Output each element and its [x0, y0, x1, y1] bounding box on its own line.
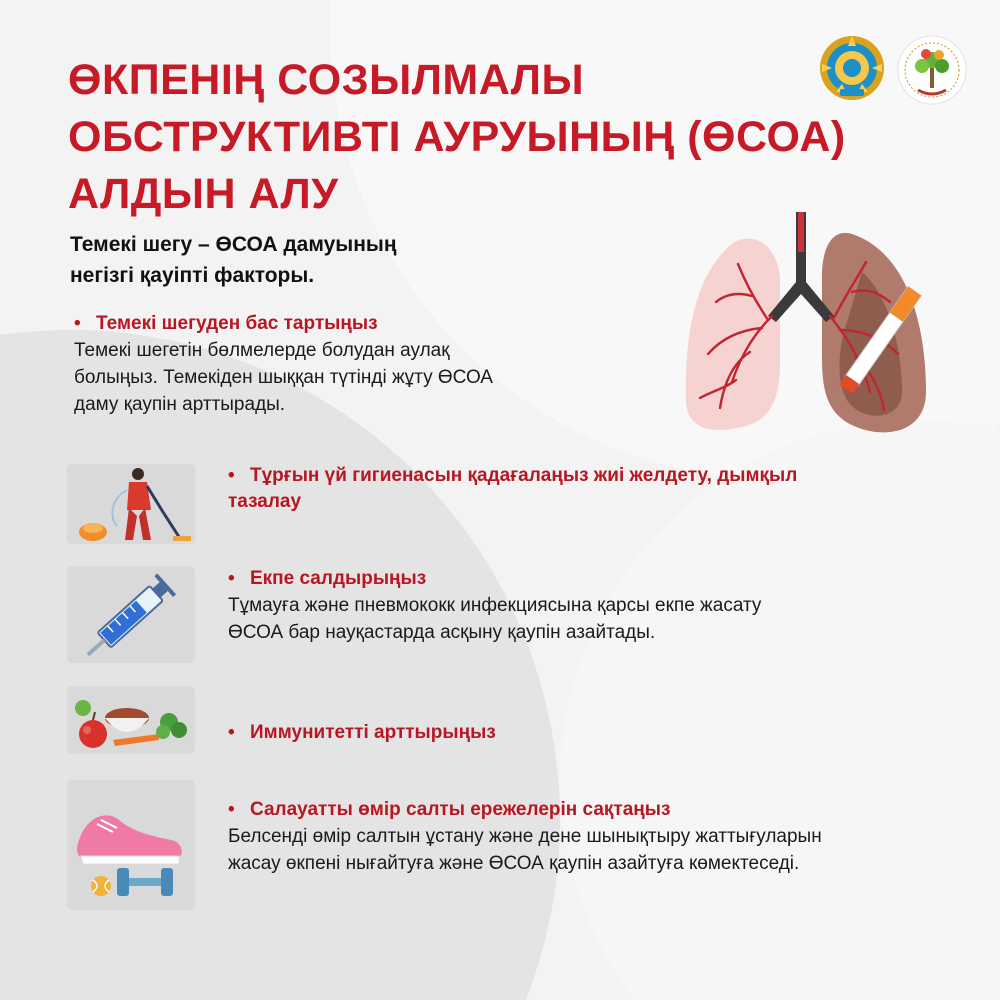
item-immunity-title: • Иммунитетті арттырыңыз: [228, 720, 868, 746]
cleaning-card: [67, 464, 195, 544]
item-quit-smoking: [74, 311, 594, 418]
item-home-hygiene: [228, 463, 868, 515]
association-logo-icon: [896, 34, 968, 106]
lungs-cigarette-icon: [676, 212, 938, 452]
healthy-food-icon: [67, 686, 195, 754]
item-healthy-lifestyle-title: • Салауатты өмір салты ережелерін сақтаңыз: [228, 797, 928, 823]
subtitle-line-2: негізгі қауіпті факторы.: [70, 264, 315, 287]
vacuum-cleaning-icon: [67, 464, 195, 544]
vaccine-card: [67, 566, 195, 663]
page-title: [68, 52, 846, 223]
bullet-icon: •: [228, 465, 235, 486]
item-quit-smoking-title: • Темекі шегуден бас тартыңыз: [74, 311, 594, 337]
bullet-icon: •: [228, 722, 235, 743]
title-line-1: ӨКПЕНІҢ СОЗЫЛМАЛЫ: [68, 56, 585, 104]
logos: [818, 34, 968, 106]
syringe-icon: [67, 566, 195, 663]
item-vaccination-title: • Екпе салдырыңыз: [228, 566, 888, 592]
title-line-2: ОБСТРУКТИВТІ АУРУЫНЫҢ (ӨСОА): [68, 113, 846, 161]
sport-card: [67, 780, 195, 910]
item-home-hygiene-title-cont: тазалау: [228, 491, 302, 512]
item-healthy-lifestyle-text: Белсенді өмір салтын ұстану және дене шынықтыру жаттығуларын жасау өкпені нығайтуға және ӨСОА қаупін азайтуға көмектеседі.: [228, 826, 822, 874]
item-quit-smoking-text: Темекі шегетін бөлмелерде болудан аулақ болыңыз. Темекіден шыққан түтінді жұту ӨСОА даму қаупін арттырады.: [74, 340, 493, 415]
item-healthy-lifestyle: [228, 797, 928, 877]
bullet-icon: •: [74, 313, 81, 334]
item-immunity: [228, 720, 868, 746]
item-vaccination-text: Тұмауға және пневмококк инфекциясына қарсы екпе жасату ӨСОА бар науқастарда асқыну қаупін азайтады.: [228, 595, 762, 643]
title-line-3: АЛДЫН АЛУ: [68, 170, 339, 218]
bullet-icon: •: [228, 799, 235, 820]
subtitle: [70, 229, 490, 291]
kazakhstan-emblem-icon: [818, 34, 886, 102]
bullet-icon: •: [228, 568, 235, 589]
subtitle-line-1: Темекі шегу – ӨСОА дамуының: [70, 233, 397, 256]
item-home-hygiene-title: • Тұрғын үй гигиенасын қадағалаңыз жиі желдету, дымқыл: [228, 463, 868, 489]
sneaker-dumbbell-icon: [67, 780, 195, 910]
item-vaccination: [228, 566, 888, 646]
food-card: [67, 686, 195, 754]
